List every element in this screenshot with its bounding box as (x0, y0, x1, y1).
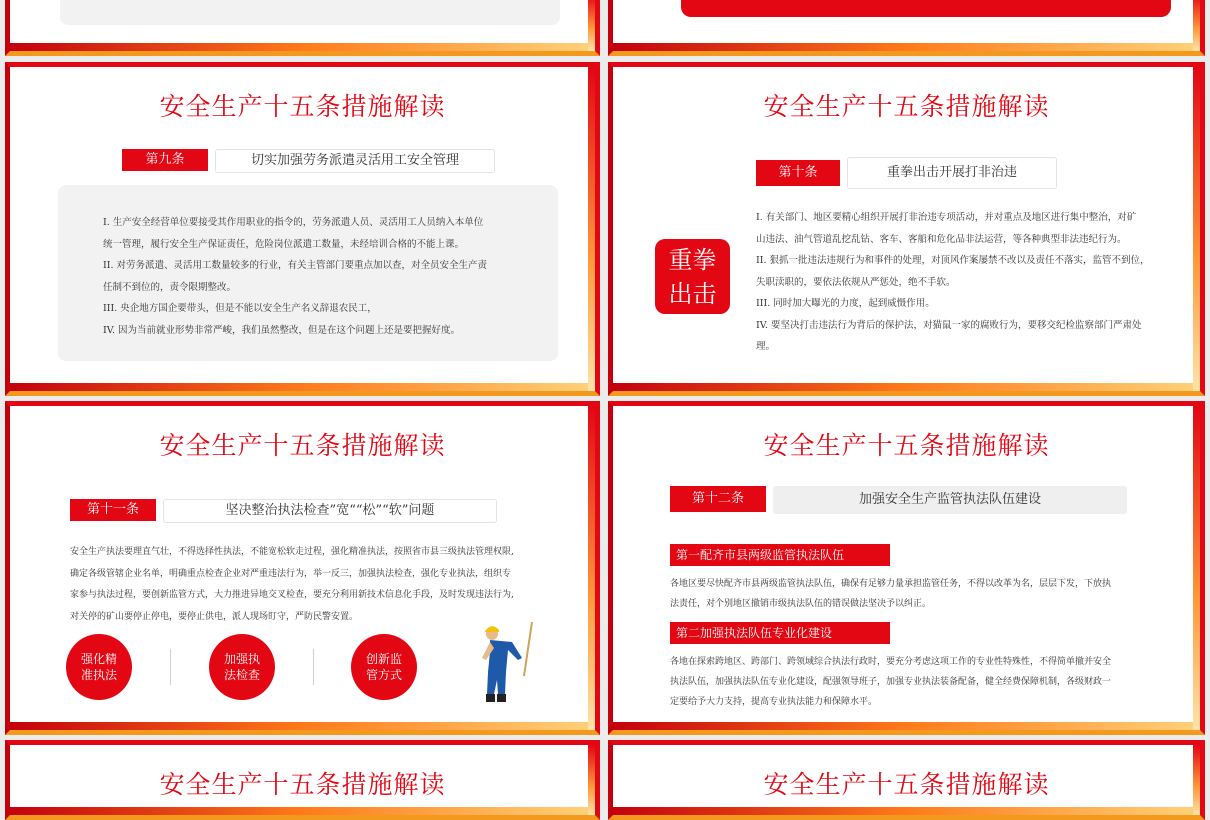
circle-label: 加强执法检查 (223, 652, 260, 682)
text-line: 法责任，对个别地区撤销市级执法队伍的错误做法坚决予以纠正。 (670, 599, 932, 609)
section-title: 第一配齐市县两级监管执法队伍 (670, 544, 890, 566)
body-text (670, 574, 1190, 614)
slide-article-10[interactable] (608, 62, 1205, 396)
slide-partial-bottom-left[interactable] (5, 740, 600, 820)
body-text (103, 212, 523, 341)
divider (170, 649, 171, 685)
text-line: 山违法、油气管道乱挖乱钻、客车、客船和危化品非法运营，等各种典型非法违纪行为。 (756, 233, 1127, 245)
red-bar (681, 0, 1171, 17)
article-tag: 第十二条 (670, 486, 766, 512)
article-tag: 第十条 (756, 160, 840, 186)
text-line: III. 同时加大曝光的力度，起到威慑作用。 (756, 298, 935, 309)
text-line: 确定各级管辖企业名单，明确重点检查企业对严重违法行为，举一反三，加强执法检查，强化专业执法，组织专 (70, 568, 512, 579)
text-line: 对关停的矿山要停止停电，要停止供电，派人现场盯守，严防民警安置。 (70, 611, 359, 622)
text-line: IV. 要坚决打击违法行为背后的保护法，对猫鼠一家的腐败行为，要移交纪检监察部门严肃处 (756, 319, 1142, 331)
slide-article-9[interactable] (5, 62, 600, 396)
article-headline: 重拳出击开展打非治违 (847, 157, 1057, 189)
badge-line: 重拳 (668, 245, 717, 274)
slide-title: 安全生产十五条措施解读 (763, 92, 1050, 121)
key-point-circle (209, 634, 275, 700)
body-text (70, 542, 590, 628)
key-point-circle (351, 634, 417, 700)
text-line: 安全生产执法要理直气壮，不得选择性执法，不能宽松软走过程，强化精准执法，按照省市县三级执法管理权限, (70, 547, 514, 557)
worker-illustration-icon (472, 618, 542, 708)
text-line: III. 央企地方国企要带头，但是不能以安全生产名义辞退农民工， (103, 303, 377, 314)
article-headline: 加强安全生产监管执法队伍建设 (773, 486, 1127, 514)
text-line: 家参与执法过程，要创新监管方式，大力推进异地交叉检查，要充分利用新技术信息化手段，及时发现违法行为, (70, 590, 514, 600)
highlight-badge (655, 239, 730, 314)
divider (313, 649, 314, 685)
circle-label: 创新监管方式 (365, 652, 402, 682)
slide-title: 安全生产十五条措施解读 (763, 770, 1050, 799)
text-line: I. 生产安全经营单位要接受其作用职业的指令的，劳务派遣人员、灵活用工人员纳入本单位 (103, 217, 484, 228)
text-line: 理。 (756, 341, 776, 352)
text-line: 各地区要尽快配齐市县两级监管执法队伍，确保有足够力量承担监管任务，不得以改革为名，层层下发，下放执 (670, 579, 1112, 589)
text-line: 统一管理，履行安全生产保证责任，危险岗位派遣工数量，未经培训合格的不能上课。 (103, 238, 465, 250)
slide-partial-right (608, 0, 1205, 56)
slide-partial-left (5, 0, 600, 56)
article-tag: 第十一条 (70, 499, 156, 521)
badge-line: 出击 (668, 279, 717, 308)
text-line: 各地在探索跨地区、跨部门、跨领域综合执法行政时，要充分考虑这项工作的专业性特殊性，不得简单撤并安全 (670, 657, 1112, 667)
slide-title: 安全生产十五条措施解读 (159, 431, 446, 460)
slide-partial-bottom-right[interactable] (608, 740, 1205, 820)
text-line: I. 有关部门、地区要精心组织开展打非治违专项活动，并对重点及地区进行集中整治，对矿 (756, 212, 1137, 223)
text-line: II. 对劳务派遣、灵活用工数量较多的行业，有关主管部门要重点加以查，对全员安全生产责 (103, 260, 488, 271)
circle-label: 强化精准执法 (80, 652, 117, 682)
key-point-circle (66, 634, 132, 700)
text-line: 任制不到位的，责令限期整改。 (103, 281, 237, 293)
slide-title: 安全生产十五条措施解读 (763, 431, 1050, 460)
slide-title: 安全生产十五条措施解读 (159, 770, 446, 799)
article-headline: 切实加强劳务派遣灵活用工安全管理 (215, 149, 495, 173)
article-tag: 第九条 (122, 149, 208, 171)
text-line: 定要给予大力支持，提高专业执法能力和保障水平。 (670, 697, 878, 707)
text-line: II. 狠抓一批违法违规行为和事件的处理，对顶风作案屡禁不改以及责任不落实，监管不到位， (756, 255, 1150, 266)
slide-title: 安全生产十五条措施解读 (159, 92, 446, 121)
gray-panel (60, 0, 560, 25)
slide-article-11[interactable] (5, 401, 600, 735)
text-line: 失职渎职的，要依法依规从严惩处，绝不手软。 (756, 276, 956, 288)
body-text (756, 207, 1186, 358)
text-line: 执法队伍，加强执法队伍专业化建设，配强领导班子，加强专业执法装备配备，健全经费保障机制，各级财政一 (670, 677, 1112, 687)
text-line: IV. 因为当前就业形势非常严峻，我们虽然整改，但是在这个问题上还是要把握好度。 (103, 324, 460, 336)
body-text (670, 652, 1190, 712)
slide-article-12[interactable] (608, 401, 1205, 735)
article-headline: 坚决整治执法检查”宽““松”“软”问题 (163, 499, 497, 523)
section-title: 第二加强执法队伍专业化建设 (670, 622, 890, 644)
